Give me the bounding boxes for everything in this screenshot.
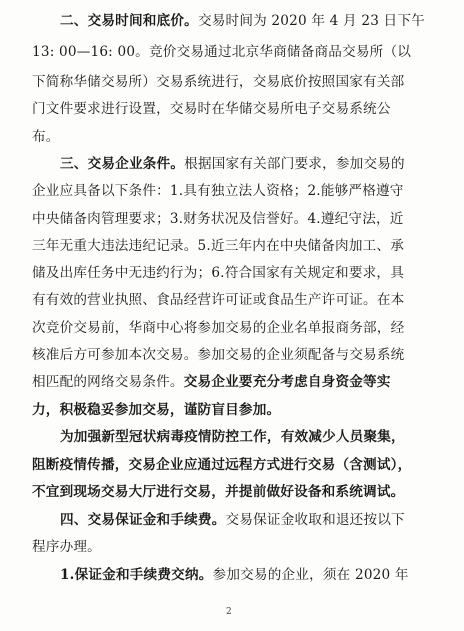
text-line	[32, 346, 404, 364]
text-line	[32, 128, 60, 146]
text-line	[60, 12, 425, 30]
text-line	[32, 291, 404, 309]
body-text: 布。	[32, 129, 60, 145]
emphasis-text: 力，积极稳妥参加交易，谨防盲目参加。	[32, 402, 281, 418]
text-line	[32, 319, 404, 337]
text-line	[32, 401, 280, 419]
text-line	[32, 373, 391, 391]
body-text: 企业应具备以下条件：1.具有独立法人资格；2.能够严格遵守	[32, 183, 404, 199]
text-line	[32, 73, 404, 91]
text-line	[32, 483, 404, 501]
text-line	[60, 155, 405, 173]
emphasis-text: 交易企业要充分考虑自身资金等实	[183, 374, 391, 390]
body-text: 中央储备肉管理要求；3.财务状况及信誉好。4.遵纪守法，近	[32, 211, 404, 227]
text-line	[60, 428, 405, 446]
page-number: 2	[226, 607, 232, 617]
body-text: 13: 00—16: 00。竞价交易通过北京华商储备商品交易所（以	[32, 44, 412, 60]
section-heading: 三、交易企业条件。	[60, 156, 185, 172]
text-line	[32, 538, 101, 556]
body-text: 核准后方可参加本次交易。参加交易的企业须配备与交易系统	[32, 347, 405, 363]
text-line	[32, 43, 411, 61]
text-line	[60, 511, 405, 529]
text-line	[32, 456, 411, 474]
body-text: 相匹配的网络交易条件。	[32, 374, 184, 390]
text-line	[32, 100, 391, 118]
emphasis-text: 阻断疫情传播，交易企业应通过远程方式进行交易（含测试），	[32, 457, 412, 473]
body-text: 下简称华储交易所）交易系统进行，交易底价按照国家有关部	[32, 74, 405, 90]
body-text: 门文件要求进行设置，交易时在华储交易所电子交易系统公	[32, 101, 391, 117]
text-line	[32, 182, 404, 200]
body-text: 根据国家有关部门要求，参加交易的	[184, 156, 405, 172]
emphasis-text: 为加强新型冠状病毒疫情防控工作，有效减少人员聚集，	[60, 429, 405, 445]
emphasis-text: 不宜到现场交易大厅进行交易，并提前做好设备和系统调试。	[32, 484, 405, 500]
text-line	[60, 566, 409, 584]
body-text: 次竞价交易前，华商中心将参加交易的企业名单报商务部，经	[32, 320, 405, 336]
body-text: 储及出库任务中无违约行为；6.符合国家有关规定和要求，具	[32, 265, 405, 281]
section-heading: 四、交易保证金和手续费。	[60, 512, 226, 528]
body-text: 程序办理。	[32, 539, 101, 555]
body-text: 三年无重大违法违纪记录。5.近三年内在中央储备肉加工、承	[32, 238, 405, 254]
body-text: 交易时间为 2020 年 4 月 23 日下午	[197, 13, 425, 29]
body-text: 参加交易的企业，须在 2020 年	[212, 567, 409, 583]
text-line	[32, 237, 404, 255]
body-text: 有有效的营业执照、食品经营许可证或食品生产许可证。在本	[32, 292, 405, 308]
body-text: 交易保证金收取和退还按以下	[225, 512, 405, 528]
text-line	[32, 264, 404, 282]
section-heading: 二、交易时间和底价。	[60, 13, 198, 29]
text-line	[32, 210, 404, 228]
subsection-heading: 1.保证金和手续费交纳。	[60, 567, 213, 583]
